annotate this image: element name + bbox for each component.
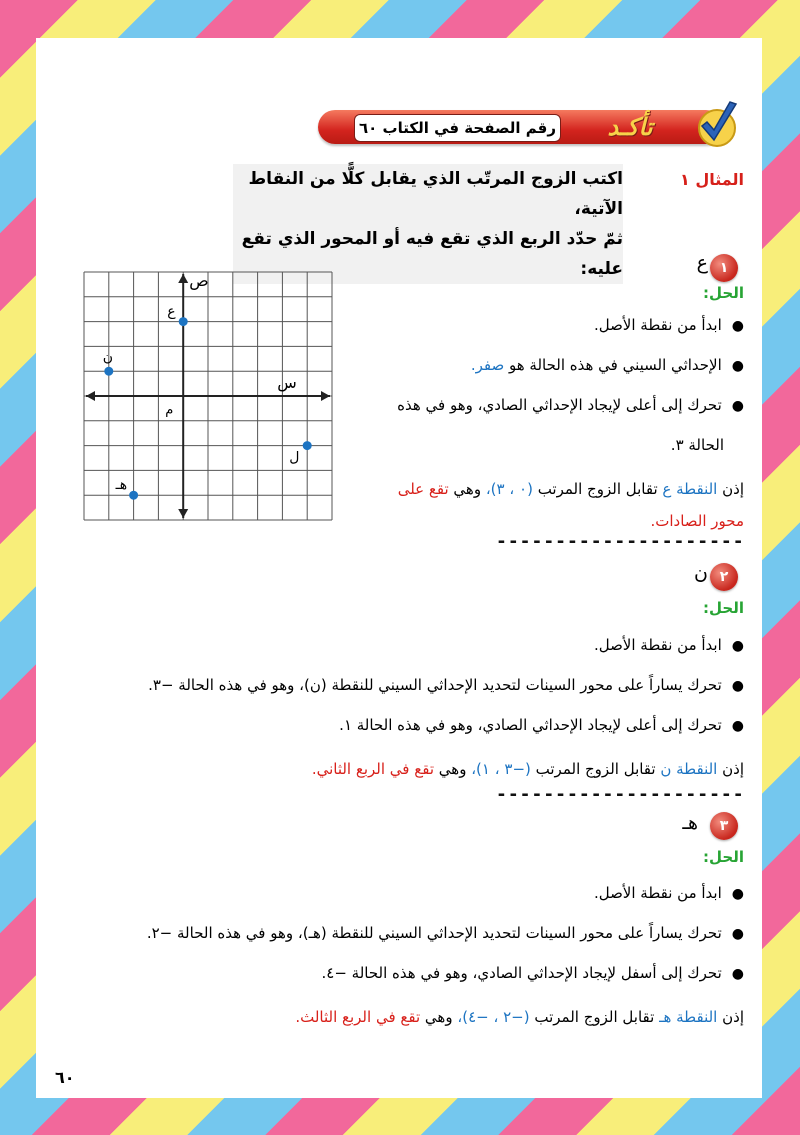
example-title-line-1: اكتب الزوج المرتّب الذي يقابل كلًّا من النقاط الآتية،	[248, 169, 623, 219]
graph-point-label: ن	[102, 349, 114, 366]
graph-point	[129, 491, 138, 500]
example-label: المثال ١	[680, 170, 744, 189]
graph-point	[179, 317, 188, 326]
item-number-badge: ٣	[710, 812, 738, 840]
bullet-item: ●تحرك يساراً على محور السينات لتحديد الإحداثي السيني للنقطة (ن)، وهو في هذه الحالة −٣.	[148, 676, 744, 694]
origin-label: م	[165, 403, 174, 418]
bullet-item: ●تحرك يساراً على محور السينات لتحديد الإحداثي السيني للنقطة (هـ)، وهو في هذه الحالة −٢.	[146, 924, 744, 942]
solution-label: الحل:	[703, 599, 744, 617]
bullet-continuation: الحالة ٣.	[670, 436, 724, 454]
separator: ---------------------	[496, 531, 745, 552]
bullet-item: ●تحرك إلى أعلى لإيجاد الإحداثي الصادي، وهو في هذه	[397, 396, 744, 414]
graph-point-label: هـ	[115, 477, 128, 494]
conclusion-continuation: محور الصادات.	[650, 512, 744, 530]
solution-label: الحل:	[703, 284, 744, 302]
page-reference: رقم الصفحة في الكتاب ٦٠	[354, 114, 561, 142]
banner-title: تأكـد	[607, 113, 653, 141]
x-axis-arrow-right	[321, 391, 330, 401]
bullet-item: ●تحرك إلى أسفل لإيجاد الإحداثي الصادي، وهو في هذه الحالة −٤.	[321, 964, 744, 982]
x-axis-label: س	[277, 373, 297, 392]
item-letter: هـ	[682, 812, 698, 834]
y-axis-arrow-down	[178, 509, 188, 518]
conclusion: إذن النقطة ن تقابل الزوج المرتب (−٣ ، ١)، وهي تقع في الربع الثاني.	[311, 760, 744, 778]
separator: ---------------------	[496, 784, 745, 805]
bullet-item: ●الإحداثي السيني في هذه الحالة هو صفر.	[470, 356, 744, 374]
item-letter: ن	[694, 562, 708, 584]
example-title-line-2: ثمّ حدّد الربع الذي تقع فيه أو المحور الذي تقع عليه:	[241, 229, 623, 279]
checkmark-icon	[690, 98, 740, 150]
x-axis-arrow-left	[86, 391, 95, 401]
graph-point-label: ع	[167, 303, 176, 320]
y-axis-label: ص	[189, 271, 209, 290]
item-number-badge: ٢	[710, 563, 738, 591]
y-axis-arrow-up	[178, 274, 188, 283]
bullet-item: ●ابدأ من نقطة الأصل.	[593, 884, 744, 902]
coordinate-graph	[78, 266, 338, 526]
bullet-item: ●ابدأ من نقطة الأصل.	[593, 636, 744, 654]
graph-point	[303, 441, 312, 450]
graph-point	[104, 367, 113, 376]
conclusion: إذن النقطة هـ تقابل الزوج المرتب (−٢ ، −٤)، وهي تقع في الربع الثالث.	[295, 1008, 744, 1026]
graph-point-label: ل	[289, 449, 300, 466]
bullet-item: ●ابدأ من نقطة الأصل.	[593, 316, 744, 334]
solution-label: الحل:	[703, 848, 744, 866]
page-number: ٦٠	[55, 1068, 75, 1087]
item-letter: ع	[696, 252, 708, 274]
item-number-badge: ١	[710, 254, 738, 282]
bullet-item: ●تحرك إلى أعلى لإيجاد الإحداثي الصادي، وهو في هذه الحالة ١.	[339, 716, 744, 734]
conclusion: إذن النقطة ع تقابل الزوج المرتب (٠ ، ٣)، وهي تقع على	[397, 480, 744, 498]
